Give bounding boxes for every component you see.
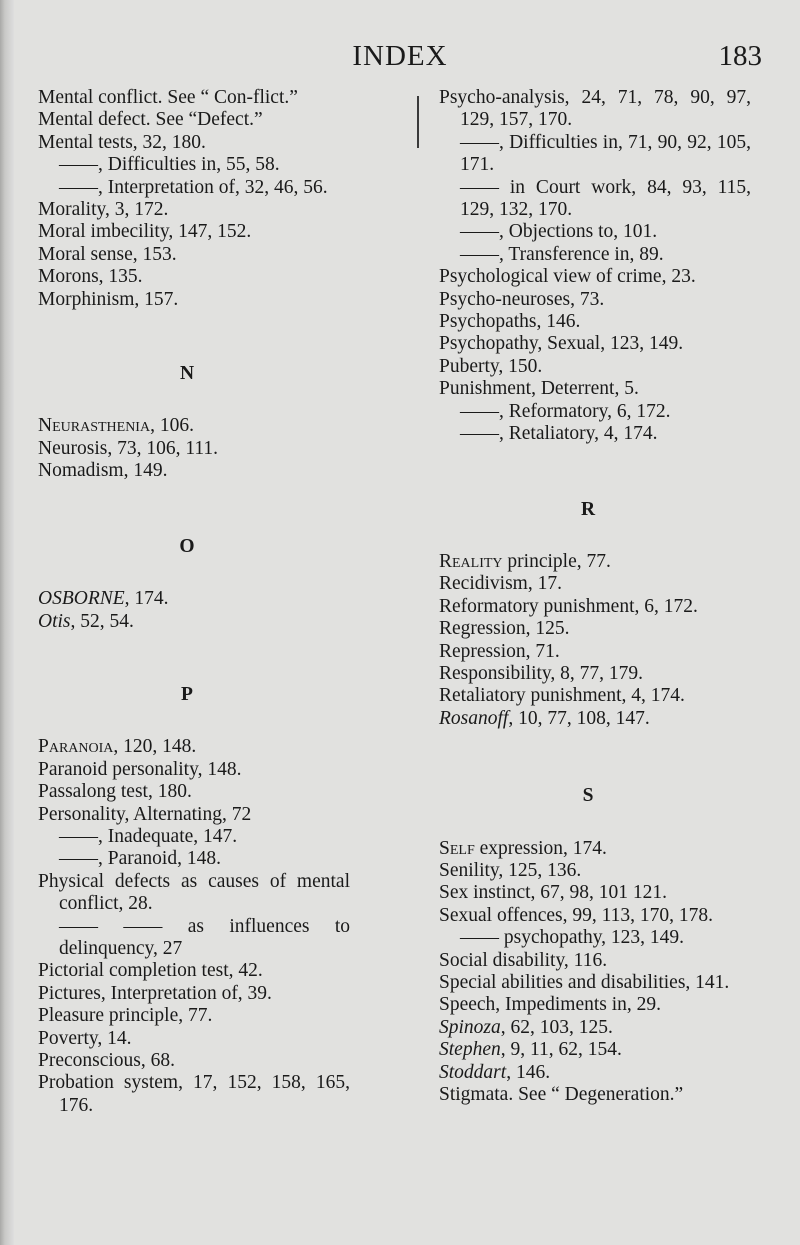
index-entry: Psychopaths, 146. <box>439 311 581 333</box>
index-entry <box>439 1017 751 1039</box>
column-rule <box>417 96 419 148</box>
index-entry: Psycho-neuroses, 73. <box>439 288 605 310</box>
index-entry: Pleasure principle, 77. <box>38 1005 213 1027</box>
index-entry: Sexual offences, 99, 113, 170, 178. <box>439 904 714 926</box>
section-letter-n: N <box>179 363 195 385</box>
index-entry <box>439 838 751 860</box>
index-entry: Puberty, 150. <box>439 355 543 377</box>
index-subentry: ——, Transference in, 89. <box>460 243 664 265</box>
entry-pages: , 146. <box>506 1061 551 1083</box>
entry-head: Spinoza <box>439 1016 501 1038</box>
index-entry <box>38 611 350 633</box>
index-entry: Probation system, 17, 152, 158, 165, 176. <box>38 1072 350 1116</box>
entry-pages: expression, 174. <box>474 837 607 859</box>
index-entry: Psychological view of crime, 23. <box>439 266 696 288</box>
page-number: 183 <box>718 40 762 72</box>
section-letter-r: R <box>580 498 596 520</box>
entry-pages: , 62, 103, 125. <box>500 1016 613 1038</box>
section-letter-o: O <box>179 535 195 557</box>
page-header <box>0 40 800 80</box>
entry-pages: , 174. <box>124 588 169 610</box>
index-entry: Regression, 125. <box>439 618 570 640</box>
index-entry: Psychopathy, Sexual, 123, 149. <box>439 333 684 355</box>
index-entry <box>439 1062 751 1084</box>
entry-head: Reality <box>439 550 503 572</box>
entry-head: OSBORNE <box>38 588 125 610</box>
index-entry: Recidivism, 17. <box>439 573 562 595</box>
index-entry: Moral sense, 153. <box>38 243 177 265</box>
index-entry <box>439 1039 751 1061</box>
index-entry <box>38 736 350 758</box>
right-column <box>439 87 751 1106</box>
index-subentry: ——, Interpretation of, 32, 46, 56. <box>59 176 328 198</box>
left-column <box>38 87 350 1117</box>
index-subentry: —— in Court work, 84, 93, 115, 129, 132, 170. <box>460 176 751 221</box>
index-entry <box>38 415 350 437</box>
section-letter-p: P <box>181 683 193 705</box>
index-entry: Responsibility, 8, 77, 179. <box>439 662 644 684</box>
index-entry: Morphinism, 157. <box>38 288 179 310</box>
index-entry: Stigmata. See “ Degeneration.” <box>439 1084 684 1106</box>
entry-pages: principle, 77. <box>502 550 611 572</box>
index-entry <box>38 588 350 610</box>
index-entry: Neurosis, 73, 106, 111. <box>38 437 219 459</box>
index-entry: Mental tests, 32, 180. <box>38 131 206 153</box>
page-title: INDEX <box>352 40 448 72</box>
index-subentry: ——, Paranoid, 148. <box>59 848 221 870</box>
index-entry <box>439 708 751 730</box>
entry-pages: , 106. <box>150 415 194 437</box>
index-subentry: ——, Difficulties in, 55, 58. <box>59 154 280 176</box>
index-subentry: ——, Inadequate, 147. <box>59 825 238 847</box>
index-subentry: ——, Reformatory, 6, 172. <box>460 400 671 422</box>
entry-pages: , 52, 54. <box>70 610 134 632</box>
index-entry: Social disability, 116. <box>439 949 608 971</box>
index-entry <box>439 551 751 573</box>
entry-pages: , 120, 148. <box>113 736 197 758</box>
index-entry: Paranoid personality, 148. <box>38 758 242 780</box>
index-entry: Reformatory punishment, 6, 172. <box>439 595 698 617</box>
index-entry: Passalong test, 180. <box>38 781 192 803</box>
index-entry: Moral imbecility, 147, 152. <box>38 221 252 243</box>
index-entry: Pictures, Interpretation of, 39. <box>38 982 272 1004</box>
index-subentry: ——, Objections to, 101. <box>460 221 658 243</box>
index-entry: Physical defects as causes of mental conflict, 28. <box>38 870 350 915</box>
entry-head: Stephen <box>439 1039 501 1061</box>
index-entry: Punishment, Deterrent, 5. <box>439 378 639 400</box>
index-subentry: ——, Difficulties in, 71, 90, 92, 105, 171. <box>460 131 751 176</box>
index-entry: Personality, Alternating, 72 <box>38 803 252 825</box>
index-entry: Pictorial completion test, 42. <box>38 960 263 982</box>
entry-pages: , 10, 77, 108, 147. <box>508 707 650 729</box>
index-entry: Mental conflict. See “ Con-flict.” <box>38 87 298 108</box>
entry-head: Rosanoff <box>439 707 509 729</box>
binding-gutter <box>0 0 14 1245</box>
index-entry: Senility, 125, 136. <box>439 859 582 881</box>
index-subentry: —— psychopathy, 123, 149. <box>460 927 685 949</box>
entry-head: Paranoia <box>38 736 114 758</box>
index-entry: Poverty, 14. <box>38 1027 132 1049</box>
entry-pages: , 9, 11, 62, 154. <box>500 1039 622 1061</box>
index-entry: Retaliatory punishment, 4, 174. <box>439 685 685 707</box>
index-subentry: —— —— as influences to delinquency, 27 <box>59 915 350 959</box>
index-entry: Speech, Impediments in, 29. <box>439 994 662 1016</box>
entry-head: Self <box>439 837 475 859</box>
index-entry: Morality, 3, 172. <box>38 199 169 221</box>
entry-head: Stoddart <box>439 1061 507 1083</box>
index-entry: Preconscious, 68. <box>38 1050 176 1071</box>
index-entry: Sex instinct, 67, 98, 101 121. <box>439 882 668 904</box>
index-entry: Morons, 135. <box>38 266 143 288</box>
index-entry: Mental defect. See “Defect.” <box>38 109 263 131</box>
index-entry: Special abilities and disabilities, 141. <box>439 972 730 993</box>
section-letter-s: S <box>582 785 594 807</box>
entry-head: Neurasthenia <box>38 415 151 437</box>
index-entry: Repression, 71. <box>439 640 560 662</box>
index-subentry: ——, Retaliatory, 4, 174. <box>460 423 658 445</box>
index-entry: Psycho-analysis, 24, 71, 78, 90, 97, 129, 157, 170. <box>439 87 751 131</box>
index-entry: Nomadism, 149. <box>38 460 168 482</box>
entry-head: Otis <box>38 610 71 632</box>
